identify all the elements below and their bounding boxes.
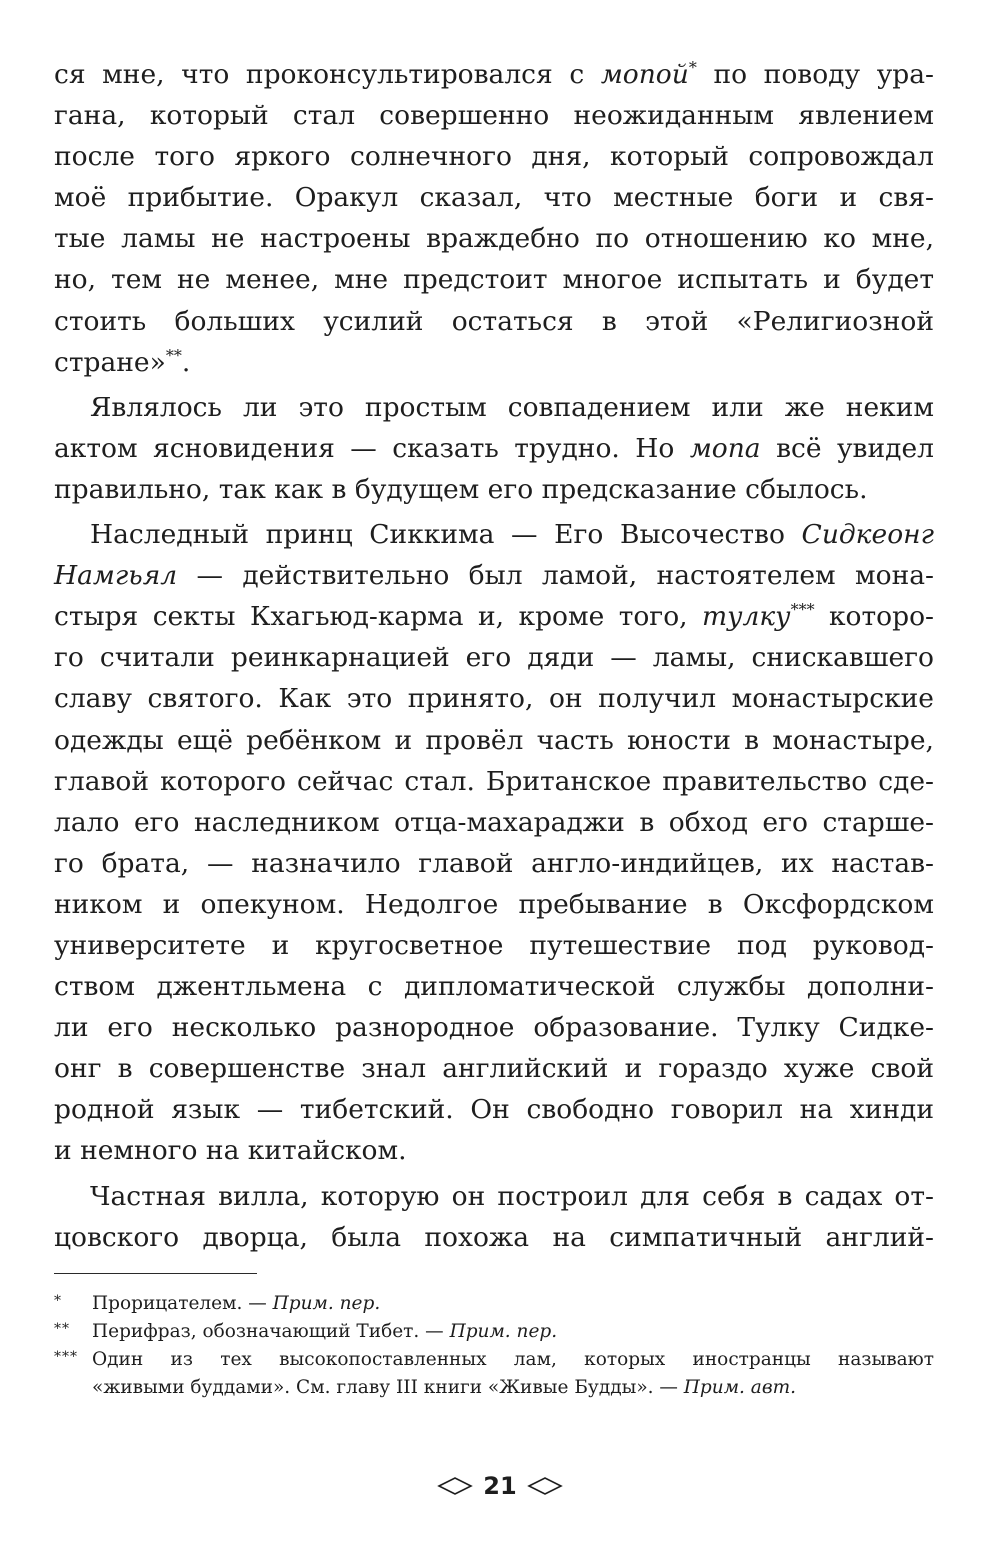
text-line: онг в совершенстве знал английский и гораздо хуже свой [54,1053,934,1085]
page-footer [0,1466,1000,1506]
text-line: одежды ещё ребёнком и провёл часть юности в монастыре, [54,724,934,756]
footnote-mark: ** [54,1321,70,1337]
text-line: гана, который стал совершенно неожиданным явлением [54,100,934,132]
text-line: го считали реинкарнацией его дяди — ламы, снискавшего [54,642,934,674]
footnote-mark: * [54,1293,62,1309]
text-line: ством джентльмена с дипломатической службы дополни- [54,971,934,1003]
footnote-ref: *** [790,600,815,620]
text-line: цовского дворца, была похожа на симпатичный англий- [54,1221,934,1253]
text-line: после того яркого солнечного дня, который сопровождал [54,141,934,173]
text-line: стыря секты Кхагьюд-карма и, кроме того, тулку*** которо- [54,600,934,633]
text-line: актом ясновидения — сказать трудно. Но мопа всё увидел [54,432,934,464]
footnotes [54,1290,934,1402]
text-line: славу святого. Как это принято, он получил монастырские [54,683,934,715]
footnote: *** Один из тех высокопоставленных лам, которых иностранцы называют «живыми буддами». См. главу III книги «Живые Будды». — Прим. авт. [54,1346,934,1402]
footnote-note: Прим. пер. [272,1293,381,1314]
italic-term: тулку [701,601,791,633]
italic-term: Намгьял [54,560,178,592]
footnote-ref: * [688,58,697,77]
footnote-divider [54,1273,257,1274]
text-line: ником и опекуном. Недолгое пребывание в Оксфордском [54,888,934,920]
footnote: * Прорицателем. — Прим. пер. [54,1290,934,1318]
text-line: Являлось ли это простым совпадением или же неким [90,391,934,423]
text-line: стоить больших усилий остаться в этой «Религиозной [54,305,934,337]
text-line: ли его несколько разнородное образование. Тулку Сидке- [54,1012,934,1044]
main-text [54,54,934,1258]
text-line: моё прибытие. Оракул сказал, что местные боги и свя- [54,182,934,214]
footnote: ** Перифраз, обозначающий Тибет. — Прим. пер. [54,1318,934,1346]
text-line: Намгьял — действительно был ламой, настоятелем мона- [54,560,934,592]
page-number: 21 [483,1472,517,1500]
diamond-left-icon [437,1475,473,1497]
italic-term: мопой [600,59,689,90]
text-line: университете и кругосветное путешествие под руковод- [54,929,934,961]
text-line: родной язык — тибетский. Он свободно говорил на хинди [54,1094,934,1126]
footnote-ref: ** [165,345,182,365]
text-line: правильно, так как в будущем его предсказание сбылось. [54,473,868,505]
italic-term: мопа [689,432,761,464]
footnote-note: Прим. пер. [449,1321,558,1342]
text-line: ся мне, что проконсультировался с мопой* по поводу ура- [54,58,934,90]
text-line: Наследный принц Сиккима — Его Высочество Сидкеонг [90,519,934,551]
text-line: главой которого сейчас стал. Британское правительство сде- [54,765,934,797]
italic-term: Сидкеонг [801,519,934,551]
diamond-right-icon [527,1475,563,1497]
text-line: Частная вилла, которую он построил для себя в садах от- [90,1180,934,1212]
text-line: стране»**. [54,345,191,378]
footnote-mark: *** [54,1349,78,1365]
footnote-note: Прим. авт. [683,1377,797,1398]
text-line: и немного на китайском. [54,1135,407,1167]
text-line: но, тем не менее, мне предстоит многое испытать и будет [54,264,934,296]
text-line: го брата, — назначило главой англо-индийцев, их настав- [54,847,934,879]
text-line: тые ламы не настроены враждебно по отношению ко мне, [54,223,934,255]
text-line: лало его наследником отца-махараджи в обход его старше- [54,806,934,838]
